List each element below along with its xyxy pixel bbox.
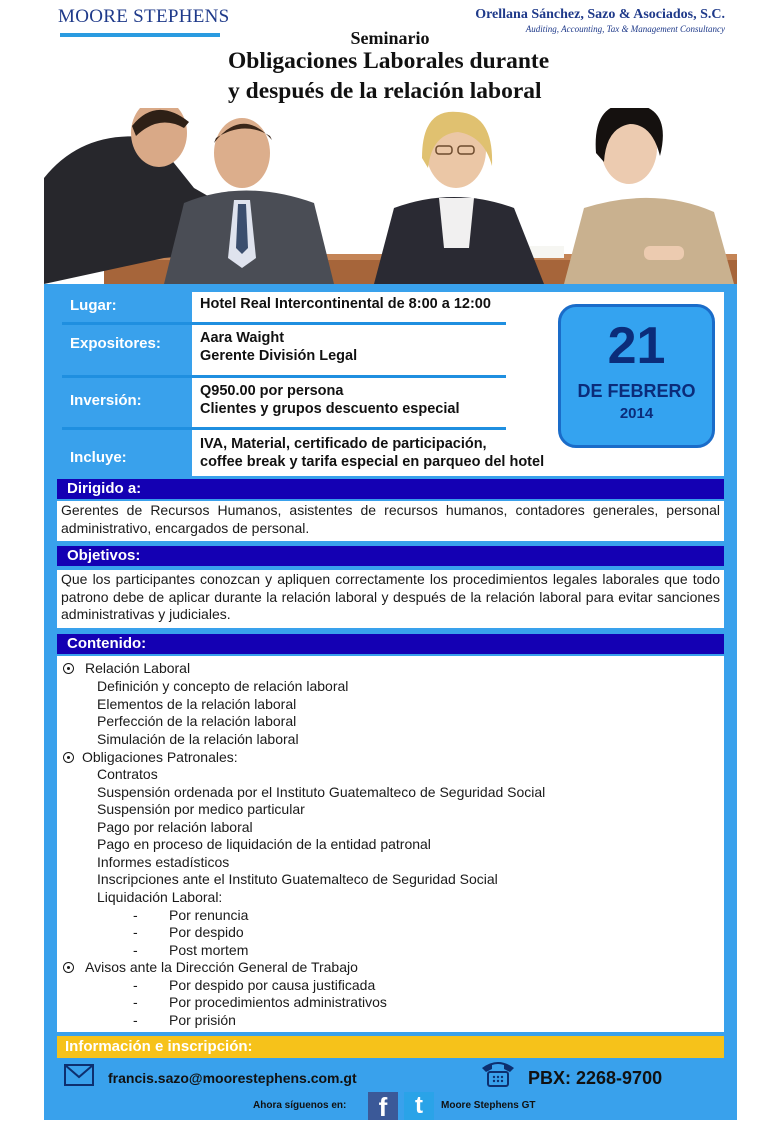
incluye-value (200, 436, 544, 471)
firm-name: Orellana Sánchez, Sazo & Asociados, S.C. (475, 7, 725, 22)
page-title (228, 46, 588, 106)
expositor-role: Gerente División Legal (200, 347, 358, 364)
facebook-icon[interactable]: f (368, 1092, 398, 1120)
list-item: Perfección de la relación laboral (97, 713, 297, 729)
list-item: Elementos de la relación laboral (97, 696, 297, 712)
list-subitem: Por renuncia (169, 907, 249, 923)
dash-marker: - (133, 994, 138, 1010)
bullet-icon (63, 663, 74, 674)
event-type: Seminario (350, 28, 430, 48)
list-item: Pago por relación laboral (97, 819, 253, 835)
registration-header: Información e inscripción: (57, 1036, 724, 1058)
list-subitem: Por prisión (169, 1012, 236, 1028)
inversion-price: Q950.00 por persona (200, 383, 344, 399)
divider-inversion (62, 427, 506, 430)
email-link[interactable]: francis.sazo@moorestephens.com.gt (108, 1070, 357, 1086)
follow-label: Ahora síguenos en: (253, 1100, 347, 1111)
list-item: Definición y concepto de relación laboral (97, 678, 349, 694)
contenido-header: Contenido: (57, 634, 724, 654)
bullet-icon (63, 962, 74, 973)
list-item: Pago en proceso de liquidación de la entidad patronal (97, 836, 431, 852)
dash-marker: - (133, 924, 138, 940)
list-subitem: Post mortem (169, 942, 249, 958)
pbx-number: PBX: 2268-9700 (528, 1068, 663, 1088)
inversion-discount: Clientes y grupos descuento especial (200, 400, 460, 417)
list-subitem: Por procedimientos administrativos (169, 994, 387, 1010)
list-item: Simulación de la relación laboral (97, 731, 299, 747)
incluye-label: Incluye: (70, 448, 127, 466)
expositores-label: Expositores: (70, 334, 161, 352)
list-item: Inscripciones ante el Instituto Guatemalteco de Seguridad Social (97, 871, 498, 887)
title-line-2: y después de la relación laboral (228, 78, 542, 104)
date-month: DE FEBRERO (577, 381, 696, 401)
list-item: Contratos (97, 766, 158, 782)
lugar-label: Lugar: (70, 296, 117, 314)
list-subitem: Por despido (169, 924, 244, 940)
objetivos-header: Objetivos: (57, 546, 724, 566)
divider-expositores (62, 375, 506, 378)
expositores-value (200, 330, 357, 365)
phone-icon (480, 1058, 516, 1088)
twitter-icon[interactable]: t (404, 1092, 434, 1120)
divider-lugar (62, 322, 506, 325)
lugar-value: Hotel Real Intercontinental de 8:00 a 12:00 (200, 296, 491, 312)
incluye-line-2: coffee break y tarifa especial en parqueo del hotel (200, 453, 545, 470)
incluye-line-1: IVA, Material, certificado de participación, (200, 436, 487, 452)
dash-marker: - (133, 942, 138, 958)
dash-marker: - (133, 977, 138, 993)
dirigido-text: Gerentes de Recursos Humanos, asistentes de recursos humanos, contadores generales, personal administrativo, encargados de personal. (57, 501, 724, 541)
dash-marker: - (133, 907, 138, 923)
inversion-label: Inversión: (70, 391, 142, 409)
inversion-value (200, 383, 459, 418)
date-day: 21 (607, 317, 666, 375)
list-item: Suspensión por medico particular (97, 801, 305, 817)
meeting-illustration (44, 108, 737, 284)
expositor-name: Aara Waight (200, 330, 285, 346)
date-year: 2014 (619, 405, 654, 422)
mail-icon (64, 1064, 94, 1086)
list-item: Informes estadísticos (97, 854, 230, 870)
list-subitem: Por despido por causa justificada (169, 977, 376, 993)
social-account-name: Moore Stephens GT (441, 1100, 536, 1111)
list-heading-avisos: Avisos ante la Dirección General de Trabajo (85, 959, 358, 975)
objetivos-text: Que los participantes conozcan y apliquen correctamente los procedimientos legales laborales que todo patrono debe de aplicar durante la relación laboral y después de la relación laboral para evitar sanciones administrativas y judiciales. (57, 570, 724, 628)
list-item: Suspensión ordenada por el Instituto Guatemalteco de Seguridad Social (97, 784, 546, 800)
title-line-1: Obligaciones Laborales durante (228, 48, 550, 74)
bullet-icon (63, 752, 74, 763)
dirigido-header: Dirigido a: (57, 479, 724, 499)
meeting-photo (44, 108, 737, 284)
dash-marker: - (133, 1012, 138, 1028)
moore-stephens-logo: MOORE STEPHENS (58, 6, 230, 27)
firm-tagline: Auditing, Accounting, Tax & Management Consultancy (525, 24, 725, 34)
event-date-badge (558, 304, 715, 448)
list-heading-obligaciones: Obligaciones Patronales: (82, 749, 238, 765)
list-heading-relacion: Relación Laboral (85, 660, 191, 676)
list-item: Liquidación Laboral: (97, 889, 223, 905)
